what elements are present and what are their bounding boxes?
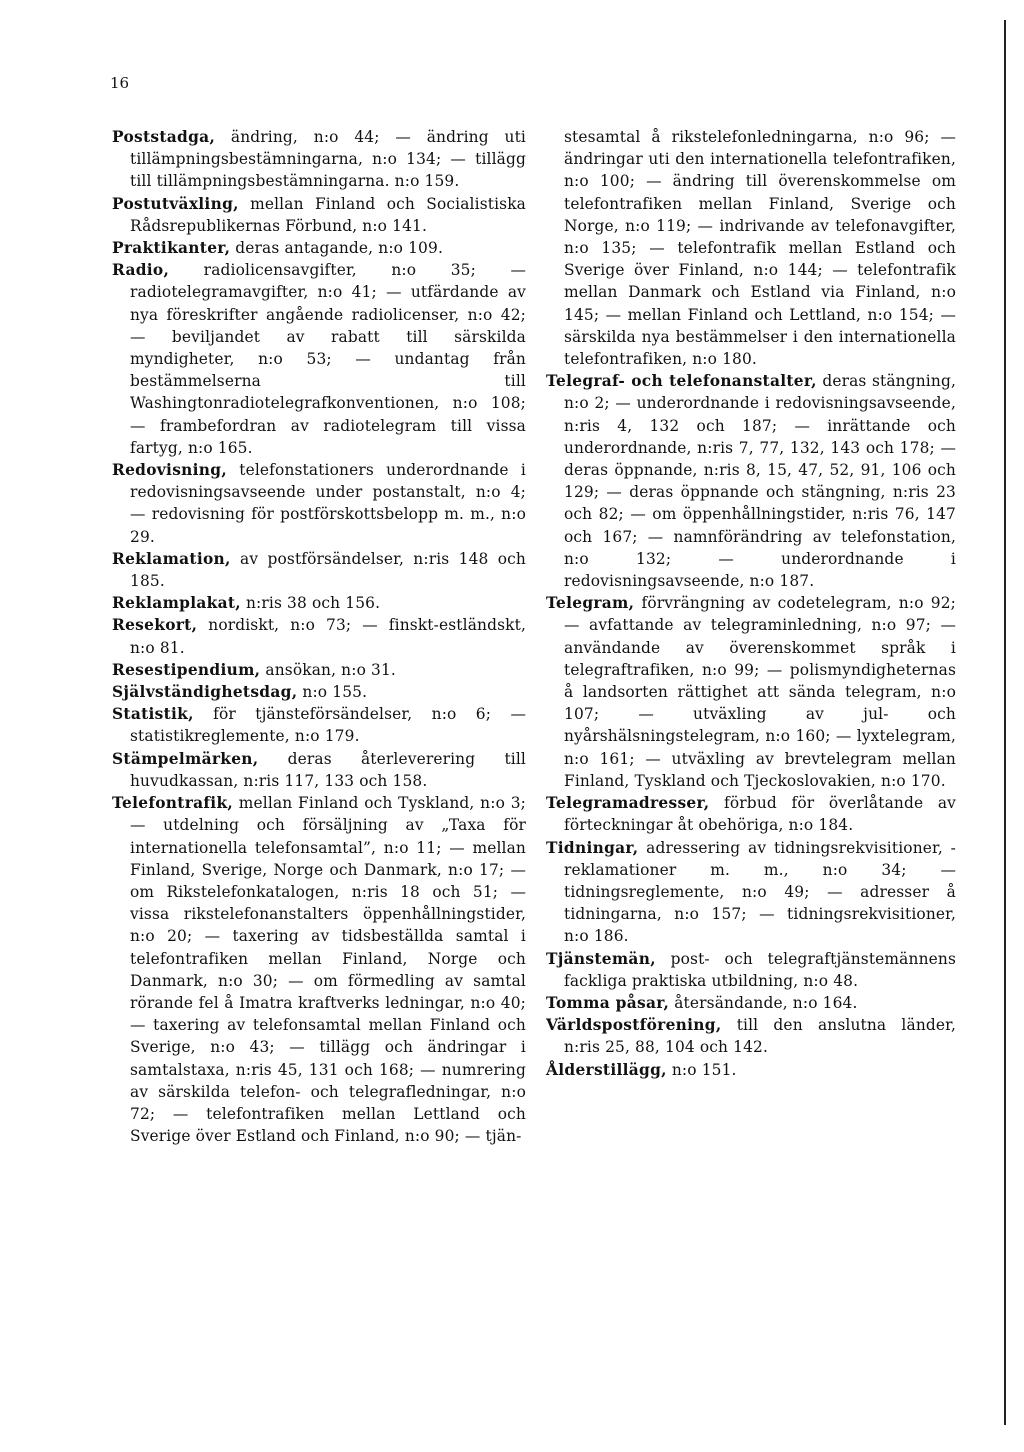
- entry-heading: Världspostförening,: [546, 1016, 722, 1035]
- entry-heading: Praktikanter,: [112, 239, 231, 258]
- entry-heading: Stämpelmärken,: [112, 749, 259, 768]
- index-entry: [546, 948, 956, 992]
- page-number: 16: [110, 74, 130, 92]
- entry-heading: Telefontrafik,: [112, 794, 234, 813]
- entry-heading: Poststadga,: [112, 128, 216, 146]
- index-entry: [112, 592, 526, 614]
- index-entry: [112, 792, 526, 1147]
- index-entry: [112, 748, 526, 792]
- entry-heading: Redovisning,: [112, 461, 228, 480]
- entry-text: post- och telegraftjänstemännens fackliga praktiska utbildning, n:o 48.: [564, 949, 956, 990]
- entry-heading: Postutväxling,: [112, 194, 239, 213]
- entry-text: deras antagande, n:o 109.: [230, 239, 443, 258]
- index-entry: [112, 659, 526, 681]
- entry-text: nordiskt, n:o 73; — finskt-estländskt, n:o 81.: [130, 616, 526, 657]
- entry-heading: Telegram,: [546, 594, 635, 613]
- entry-heading: Tjänstemän,: [546, 949, 656, 968]
- entry-text: deras återleverering till huvudkassan, n:ris 117, 133 och 158.: [130, 749, 526, 790]
- index-entry: [112, 126, 526, 193]
- entry-text: telefonstationers underordnande i redovisningsavseende under postanstalt, n:o 4; — redovisning för postförskottsbelopp m. m., n:o 29.: [130, 461, 526, 546]
- entry-heading: Resekort,: [112, 616, 198, 635]
- entry-heading: Självständighetsdag,: [112, 683, 298, 702]
- page-edge-rule: [1004, 20, 1006, 1425]
- index-entry-continued: [546, 126, 956, 370]
- entry-heading: Statistik,: [112, 705, 194, 724]
- entry-text: mellan Finland och Socialistiska Rådsrepublikernas Förbund, n:o 141.: [130, 194, 526, 235]
- entry-heading: Reklamation,: [112, 549, 231, 568]
- entry-text: för tjänsteförsändelser, n:o 6; — statistikreglemente, n:o 179.: [130, 705, 526, 746]
- entry-heading: Ålderstillägg,: [546, 1060, 667, 1079]
- index-entry: [546, 370, 956, 592]
- entry-text: stesamtal å rikstelefonledningarna, n:o 96; — ändringar uti den internationella telefontrafiken, n:o 100; — ändring till överenskommelse om telefontrafiken mellan Finland, Sverige och Norge, n:o 119; — indrivande av telefonavgifter, n:o 135; — telefontrafik mellan Estland och Sverige över Finland, n:o 144; — telefontrafik mellan Danmark och Estland via Finland, n:o 145; — mellan Finland och Lettland, n:o 154; — särskilda nya bestämmelser i den internationella telefontrafiken, n:o 180.: [564, 128, 956, 369]
- entry-text: ändring, n:o 44; — ändring uti tillämpningsbestämningarna, n:o 134; — tillägg till tillämpningsbestämningarna. n:o 159.: [130, 128, 526, 191]
- entry-text: återsändande, n:o 164.: [669, 993, 858, 1012]
- index-entry: [546, 592, 956, 792]
- index-entry: [112, 259, 526, 459]
- index-entry: [112, 548, 526, 592]
- index-entry: [546, 837, 956, 948]
- index-entry: [112, 703, 526, 747]
- entry-text: till den anslutna länder, n:ris 25, 88, 104 och 142.: [564, 1016, 956, 1057]
- index-entry: [112, 614, 526, 658]
- index-entry: [546, 1059, 956, 1081]
- index-entry: [112, 459, 526, 548]
- entry-heading: Reklamplakat,: [112, 594, 241, 613]
- entry-heading: Resestipendium,: [112, 660, 261, 679]
- index-column-right: [546, 126, 956, 1081]
- index-entry: [112, 237, 526, 259]
- index-entry: [112, 681, 526, 703]
- index-entry: [112, 193, 526, 237]
- entry-heading: Radio,: [112, 261, 170, 280]
- entry-text: förvrängning av codetelegram, n:o 92; — avfattande av telegraminledning, n:o 97; — användande av överenskommet språk i telegraftrafiken, n:o 99; — polismyndigheternas å landsorten rättighet att sända telegram, n:o 107; — utväxling av jul- och nyårshälsningstelegram, n:o 160; — lyxtelegram, n:o 161; — utväxling av brevtelegram mellan Finland, Tyskland och Tjeckoslovakien, n:o 170.: [564, 594, 956, 790]
- index-column-left: [112, 126, 526, 1147]
- index-entry: [546, 1014, 956, 1058]
- entry-text: adressering av tidningsrekvisitioner, -reklamationer m. m., n:o 34; — tidningsreglemente, n:o 49; — adresser å tidningarna, n:o 157; — tidningsrekvisitioner, n:o 186.: [564, 838, 956, 946]
- entry-text: förbud för överlåtande av förteckningar åt obehöriga, n:o 184.: [564, 794, 956, 835]
- entry-text: mellan Finland och Tyskland, n:o 3; — utdelning och försäljning av „Taxa för internationella telefonsamtal”, n:o 11; — mellan Finland, Sverige, Norge och Danmark, n:o 17; — om Rikstelefonkatalogen, n:ris 18 och 51; — vissa rikstelefonanstalters öppenhållningstider, n:o 20; — taxering av tidsbeställda samtal i telefontrafiken mellan Finland, Norge och Danmark, n:o 30; — om förmedling av samtal rörande fel å Imatra kraftverks ledningar, n:o 40; — taxering av telefonsamtal mellan Finland och Sverige, n:o 43; — tillägg och ändringar i samtalstaxa, n:ris 45, 131 och 168; — numrering av särskilda telefon- och telegrafledningar, n:o 72; — telefontrafiken mellan Lettland och Sverige över Estland och Finland, n:o 90; — tjän-: [130, 794, 526, 1146]
- entry-text: ansökan, n:o 31.: [260, 660, 396, 679]
- index-entry: [546, 792, 956, 836]
- entry-heading: Tomma påsar,: [546, 993, 670, 1012]
- index-entry: [546, 992, 956, 1014]
- entry-heading: Telegramadresser,: [546, 794, 710, 813]
- entry-heading: Tidningar,: [546, 838, 639, 857]
- entry-text: deras stängning, n:o 2; — underordnande i redovisningsavseende, n:ris 4, 132 och 187; — inrättande och underordnande, n:ris 7, 77, 132, 143 och 178; — deras öppnande, n:ris 8, 15, 47, 52, 91, 106 och 129; — deras öppnande och stängning, n:ris 23 och 82; — om öppenhållningstider, n:ris 76, 147 och 167; — namnförändring av telefonstation, n:o 132; — underordnande i redovisningsavseende, n:o 187.: [564, 372, 956, 591]
- entry-text: n:o 151.: [666, 1060, 737, 1079]
- entry-text: n:o 155.: [297, 683, 368, 702]
- entry-text: n:ris 38 och 156.: [240, 594, 381, 613]
- entry-heading: Telegraf- och telefonanstalter,: [546, 372, 817, 391]
- entry-text: radiolicensavgifter, n:o 35; — radiotelegramavgifter, n:o 41; — utfärdande av nya föreskrifter angående radiolicenser, n:o 42; — beviljandet av rabatt till särskilda myndigheter, n:o 53; — undantag från bestämmelserna till Washingtonradiotelegrafkonventionen, n:o 108; — frambefordran av radiotelegram till vissa fartyg, n:o 165.: [130, 261, 526, 457]
- entry-text: av postförsändelser, n:ris 148 och 185.: [130, 549, 526, 591]
